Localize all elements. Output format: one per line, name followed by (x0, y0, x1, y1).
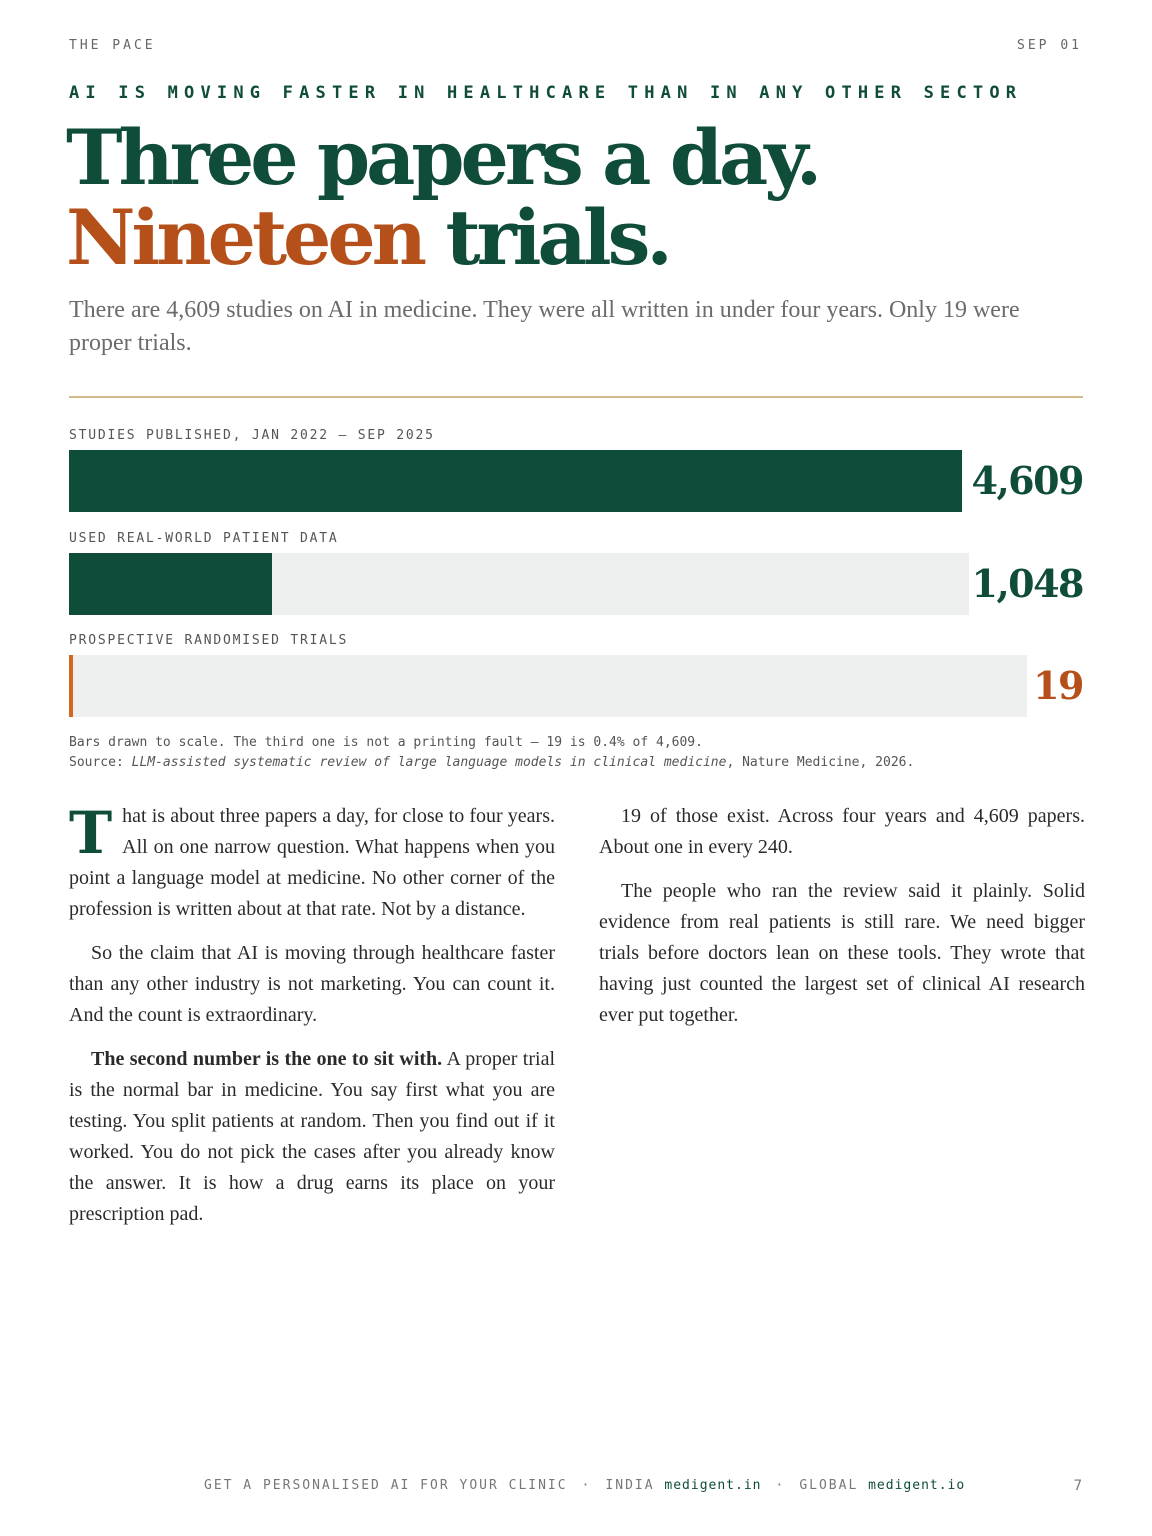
section-name: THE PACE (69, 38, 156, 53)
bar (69, 655, 73, 717)
global-link[interactable]: medigent.io (868, 1478, 966, 1493)
body-paragraph-5: The people who ran the review said it plainly. Solid evidence from real patients is still rare. We need bigger trials before doctors lean on these tools. They wrote that having just counted the largest set of clinical AI research ever put together. (599, 880, 1085, 1026)
issue-date: SEP 01 (1017, 38, 1082, 53)
bar-value-label: 19 (1033, 663, 1083, 708)
footer-sep: · (581, 1478, 592, 1493)
bar-label: PROSPECTIVE RANDOMISED TRIALS (69, 633, 349, 648)
bar-label: USED REAL-WORLD PATIENT DATA (69, 531, 339, 546)
body-column-left (69, 801, 555, 1243)
running-header (69, 38, 1082, 53)
chart-notes (69, 733, 1119, 773)
body-paragraph-1 (69, 801, 555, 925)
bar (69, 450, 962, 512)
bar-track (69, 553, 969, 615)
source-prefix: Source: (69, 755, 132, 770)
global-label: GLOBAL (799, 1478, 859, 1493)
india-link[interactable]: medigent.in (664, 1478, 762, 1493)
bar-label: STUDIES PUBLISHED, JAN 2022 – SEP 2025 (69, 428, 435, 443)
body-paragraph-4: 19 of those exist. Across four years and 4,609 papers. About one in every 240. (599, 805, 1085, 858)
divider (69, 396, 1083, 398)
headline-accent: Nineteen (66, 193, 424, 282)
scale-note: Bars drawn to scale. The third one is not a printing fault — 19 is 0.4% of 4,609. (69, 735, 703, 750)
bar (69, 553, 272, 615)
drop-cap: T (69, 799, 113, 867)
headline-rest: trials. (423, 193, 669, 282)
bar-value-label: 4,609 (971, 458, 1083, 503)
body-paragraph-3 (69, 1044, 555, 1230)
source-title: LLM-assisted systematic review of large language models in clinical medicine (131, 755, 727, 770)
footer-cta: GET A PERSONALISED AI FOR YOUR CLINIC (204, 1478, 568, 1493)
india-label: INDIA (605, 1478, 655, 1493)
source-note (69, 753, 1119, 773)
source-suffix: , Nature Medicine, 2026. (726, 755, 915, 770)
body-column-right (599, 801, 1085, 1044)
p3-text: A proper trial is the normal bar in medicine. You say first what you are testing. You split patients at random. Then you find out if it worked. You do not pick the cases after you already know the answer. It is how a drug earns its place on your prescription pad. (69, 1048, 556, 1225)
headline-line-2 (66, 193, 1086, 282)
body-paragraph-2: So the claim that AI is moving through healthcare faster than any other industry is not marketing. You can count it. And the count is extraordinary. (69, 942, 555, 1026)
bar-track (69, 655, 1027, 717)
p3-lead: The second number is the one to sit with. (91, 1048, 443, 1070)
headline (66, 113, 1086, 282)
bar-chart (69, 428, 1083, 728)
footer-sep: · (775, 1478, 786, 1493)
p1-text: hat is about three papers a day, for close to four years. All on one narrow question. What happens when you point a language model at medicine. No other corner of the profession is written about at that rate. Not by a distance. (69, 805, 555, 920)
footer-cta-line (204, 1478, 965, 1493)
dek: There are 4,609 studies on AI in medicine. They were all written in under four years. Only 19 were proper trials. (69, 297, 1020, 356)
headline-line-1: Three papers a day. (66, 113, 819, 202)
page-number: 7 (1073, 1478, 1082, 1494)
bar-value-label: 1,048 (971, 561, 1083, 606)
kicker: AI IS MOVING FASTER IN HEALTHCARE THAN IN ANY OTHER SECTOR (69, 83, 1023, 103)
bar-track (69, 450, 962, 512)
